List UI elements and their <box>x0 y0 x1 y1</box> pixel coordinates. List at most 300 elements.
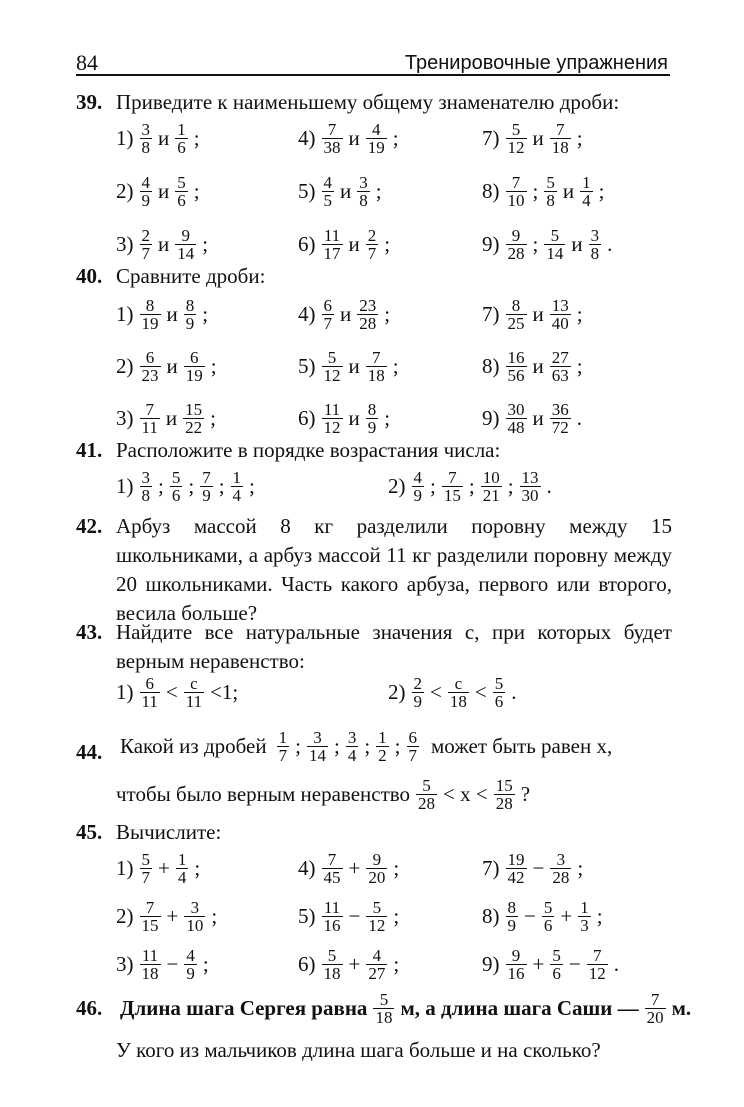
math-text: и <box>166 353 178 378</box>
task-39 <box>76 88 672 117</box>
fraction <box>176 851 189 886</box>
numerator: 4 <box>186 945 195 965</box>
fraction <box>366 349 387 384</box>
numerator: 3 <box>359 172 368 192</box>
numerator: 2 <box>141 225 150 245</box>
math-text: ; <box>576 125 583 150</box>
numerator: 8 <box>511 295 521 315</box>
numerator: 5 <box>177 172 186 192</box>
exercise-item <box>116 171 204 211</box>
denominator: 18 <box>449 691 467 711</box>
denominator: 19 <box>141 313 159 333</box>
denominator: 48 <box>507 417 525 437</box>
task-number: 39. <box>76 90 103 114</box>
fraction <box>322 297 335 332</box>
fraction <box>346 729 359 764</box>
denominator: 15 <box>443 485 461 505</box>
exercise-item <box>116 848 204 888</box>
fraction <box>366 401 379 436</box>
fraction <box>550 121 571 156</box>
numerator: 36 <box>551 399 569 419</box>
item-label: 8) <box>482 903 500 928</box>
denominator: 9 <box>507 915 516 935</box>
item-label: 2) <box>388 679 406 704</box>
math-text: ; <box>202 301 209 326</box>
task-45 <box>76 818 672 847</box>
fraction <box>550 349 571 384</box>
math-text: ; <box>392 125 399 150</box>
task-text: Вычислите: <box>116 820 222 844</box>
item-label: 9) <box>482 231 500 256</box>
fraction <box>140 227 153 262</box>
fraction <box>544 174 557 209</box>
math-text: и <box>571 231 583 256</box>
fraction <box>407 729 420 764</box>
denominator: 8 <box>590 243 600 263</box>
numerator: 5 <box>494 673 504 693</box>
denominator: 10 <box>507 190 525 210</box>
fraction <box>170 469 183 504</box>
task-text: Арбуз массой 8 кг разделили поровну между 15 школьниками, а арбуз массой 11 кг разделили поровну между 20 школьниками. Часть какого арбуза, первого или второго, весила больше? <box>116 514 672 625</box>
fraction <box>366 227 379 262</box>
numerator: 8 <box>145 295 155 315</box>
numerator: 6 <box>323 295 332 315</box>
denominator: 18 <box>141 963 159 983</box>
math-text: Какой из дробей <box>120 733 267 758</box>
numerator: 11 <box>323 399 341 419</box>
denominator: 22 <box>185 417 203 437</box>
item-label: 9) <box>482 405 500 430</box>
math-text: <1; <box>210 679 239 704</box>
exercise-item <box>388 672 520 712</box>
numerator: 5 <box>422 775 431 795</box>
numerator: 8 <box>185 295 195 315</box>
exercise-item <box>116 294 212 334</box>
numerator: 13 <box>521 467 539 487</box>
denominator: 12 <box>368 915 386 935</box>
math-text: может быть равен x, <box>431 733 613 758</box>
denominator: 19 <box>367 137 385 157</box>
item-label: 2) <box>388 473 406 498</box>
math-text: чтобы было верным неравенство <box>116 781 411 806</box>
numerator: 5 <box>372 897 382 917</box>
denominator: 27 <box>368 963 386 983</box>
denominator: 8 <box>141 137 150 157</box>
numerator: 7 <box>202 467 211 487</box>
math-text: . <box>613 951 619 976</box>
numerator: 15 <box>185 399 203 419</box>
exercise-item <box>298 944 403 984</box>
fraction <box>140 174 153 209</box>
numerator: 3 <box>347 727 357 747</box>
math-text: и <box>348 405 360 430</box>
math-text: . <box>607 231 613 256</box>
numerator: 5 <box>171 467 181 487</box>
fraction <box>506 851 527 886</box>
denominator: 45 <box>323 867 341 887</box>
math-text: . <box>546 473 552 498</box>
math-text: и <box>532 125 544 150</box>
numerator: 9 <box>181 225 190 245</box>
math-text: ; <box>202 951 209 976</box>
fraction <box>416 777 437 812</box>
task-number: 45. <box>76 820 103 844</box>
math-text: ; <box>392 353 399 378</box>
task-number: 42. <box>76 514 103 538</box>
fraction <box>493 675 506 710</box>
numerator: 7 <box>327 849 337 869</box>
exercise-item <box>116 896 221 936</box>
item-label: 6) <box>298 405 316 430</box>
denominator: 28 <box>552 867 570 887</box>
task-text: Сравните дроби: <box>116 264 266 288</box>
task-text: У кого из мальчиков длина шага больше и на сколько? <box>116 1038 601 1062</box>
math-text: и <box>532 353 544 378</box>
fraction <box>373 991 394 1026</box>
item-label: 1) <box>116 855 134 880</box>
denominator: 28 <box>359 313 377 333</box>
denominator: 12 <box>323 417 341 437</box>
exercise-item <box>482 398 586 438</box>
item-label: 7) <box>482 125 500 150</box>
exercise-item <box>116 466 259 506</box>
fraction <box>506 401 527 436</box>
denominator: 8 <box>141 485 150 505</box>
math-text: < x < <box>443 781 488 806</box>
math-text: ; <box>394 733 401 758</box>
numerator: 1 <box>177 849 187 869</box>
math-text: ; <box>158 473 164 498</box>
numerator: c <box>454 673 463 693</box>
item-label: 4) <box>298 855 316 880</box>
denominator: 7 <box>278 745 288 765</box>
math-text: ; <box>193 125 200 150</box>
denominator: 9 <box>413 485 422 505</box>
denominator: 7 <box>141 867 150 887</box>
denominator: 25 <box>507 313 525 333</box>
exercise-item <box>482 944 623 984</box>
denominator: 28 <box>418 793 436 813</box>
fraction <box>481 469 502 504</box>
exercise-item <box>388 466 556 506</box>
math-text: < <box>165 679 178 704</box>
fraction <box>140 899 161 934</box>
fraction <box>506 121 527 156</box>
exercise-item <box>482 294 587 334</box>
math-text: и <box>348 231 360 256</box>
denominator: 6 <box>177 190 186 210</box>
math-text: ; <box>532 231 539 256</box>
numerator: 1 <box>232 467 242 487</box>
fraction <box>140 297 161 332</box>
fraction <box>550 947 563 982</box>
math-text: ; <box>393 951 400 976</box>
fraction <box>322 851 343 886</box>
denominator: 3 <box>580 915 589 935</box>
denominator: 11 <box>185 691 203 711</box>
denominator: 7 <box>323 313 332 333</box>
task-42 <box>76 512 672 628</box>
numerator: 13 <box>551 295 569 315</box>
numerator: 19 <box>507 849 525 869</box>
denominator: 21 <box>482 485 500 505</box>
fraction <box>366 947 387 982</box>
fraction <box>580 174 593 209</box>
denominator: 18 <box>367 365 385 385</box>
math-text: и <box>532 405 544 430</box>
numerator: 4 <box>323 172 332 192</box>
fraction <box>277 729 290 764</box>
fraction <box>184 349 205 384</box>
denominator: 9 <box>367 417 377 437</box>
denominator: 9 <box>185 313 195 333</box>
math-text: − <box>532 855 545 880</box>
fraction <box>140 469 153 504</box>
math-text: ; <box>188 473 195 498</box>
fraction <box>448 675 469 710</box>
fraction <box>184 947 197 982</box>
math-text: − <box>166 951 179 976</box>
task-text: Расположите в порядке возрастания числа: <box>116 438 501 462</box>
numerator: 5 <box>327 347 337 367</box>
math-text: ; <box>577 855 584 880</box>
fraction <box>357 174 370 209</box>
exercise-item <box>482 118 587 158</box>
numerator: 8 <box>507 897 516 917</box>
numerator: 5 <box>552 945 561 965</box>
item-label: 5) <box>298 903 316 928</box>
header-rule <box>76 74 670 76</box>
denominator: 40 <box>551 313 569 333</box>
math-text: + <box>532 951 545 976</box>
math-text: ; <box>218 473 225 498</box>
math-text: − <box>568 951 581 976</box>
denominator: 38 <box>323 137 341 157</box>
exercise-item <box>482 896 607 936</box>
math-text: . <box>576 405 582 430</box>
item-label: 4) <box>298 125 316 150</box>
denominator: 14 <box>308 745 326 765</box>
numerator: 11 <box>323 225 341 245</box>
numerator: 6 <box>190 347 199 367</box>
numerator: 1 <box>278 727 288 747</box>
math-text: ; <box>364 733 371 758</box>
math-text: и <box>532 301 544 326</box>
numerator: 30 <box>507 399 525 419</box>
fraction <box>506 227 527 262</box>
fraction <box>506 297 527 332</box>
math-text: и <box>340 301 352 326</box>
denominator: 6 <box>177 137 186 157</box>
fraction <box>412 675 425 710</box>
numerator: 11 <box>141 945 159 965</box>
exercise-item <box>116 944 213 984</box>
numerator: 7 <box>511 172 521 192</box>
denominator: 4 <box>232 485 242 505</box>
numerator: 9 <box>372 849 382 869</box>
denominator: 6 <box>494 691 504 711</box>
math-text: ; <box>576 353 583 378</box>
denominator: 16 <box>507 963 525 983</box>
task-number: 41. <box>76 438 103 462</box>
denominator: 19 <box>185 365 203 385</box>
item-label: 1) <box>116 679 134 704</box>
fraction <box>140 401 160 436</box>
numerator: 1 <box>177 119 186 139</box>
denominator: 16 <box>323 915 341 935</box>
numerator: 7 <box>592 945 602 965</box>
numerator: 6 <box>145 347 155 367</box>
task-44-line-2 <box>116 772 534 816</box>
math-text: − <box>524 903 536 928</box>
fraction <box>506 899 519 934</box>
numerator: 3 <box>141 467 150 487</box>
math-text: ; <box>507 473 514 498</box>
math-text: + <box>348 855 361 880</box>
numerator: 5 <box>379 989 389 1009</box>
denominator: 11 <box>141 691 158 711</box>
numerator: 5 <box>511 119 521 139</box>
math-text: ; <box>598 178 605 203</box>
item-label: 5) <box>298 353 316 378</box>
fraction <box>366 121 387 156</box>
math-text: ? <box>520 781 531 806</box>
math-text: + <box>166 903 179 928</box>
numerator: 3 <box>141 119 150 139</box>
exercise-item <box>298 224 394 264</box>
math-text: и <box>562 178 575 203</box>
math-text: ; <box>596 903 603 928</box>
math-text: ; <box>430 473 436 498</box>
fraction <box>231 469 244 504</box>
item-label: 1) <box>116 301 134 326</box>
item-label: 2) <box>116 178 134 203</box>
item-label: 6) <box>298 231 316 256</box>
math-text: ; <box>210 353 217 378</box>
fraction <box>184 899 205 934</box>
numerator: 1 <box>582 172 591 192</box>
fraction <box>550 401 571 436</box>
math-text: ; <box>210 405 216 430</box>
denominator: 9 <box>413 691 422 711</box>
numerator: 8 <box>367 399 377 419</box>
fraction <box>175 227 196 262</box>
numerator: 11 <box>323 897 341 917</box>
denominator: 12 <box>588 963 606 983</box>
numerator: 15 <box>495 775 513 795</box>
denominator: 2 <box>378 745 387 765</box>
denominator: 18 <box>551 137 569 157</box>
item-label: 3) <box>116 405 134 430</box>
denominator: 5 <box>323 190 332 210</box>
numerator: 5 <box>327 945 337 965</box>
denominator: 6 <box>543 915 553 935</box>
item-label: 4) <box>298 301 316 326</box>
denominator: 7 <box>141 243 150 263</box>
fraction <box>376 729 389 764</box>
fraction <box>506 349 527 384</box>
math-text: ; <box>468 473 475 498</box>
numerator: 23 <box>359 295 377 315</box>
fraction <box>542 899 555 934</box>
denominator: 7 <box>408 745 417 765</box>
item-label: 2) <box>116 903 134 928</box>
math-text: ; <box>202 231 209 256</box>
fraction <box>506 947 527 982</box>
task-number: 40. <box>76 264 103 288</box>
fraction <box>140 675 160 710</box>
exercise-item <box>298 294 394 334</box>
numerator: 4 <box>372 945 382 965</box>
denominator: 9 <box>186 963 195 983</box>
denominator: 9 <box>141 190 150 210</box>
math-text: и <box>166 301 178 326</box>
task-number: 44. <box>76 740 103 764</box>
fraction <box>140 121 153 156</box>
exercise-item <box>116 672 242 712</box>
denominator: 4 <box>177 867 187 887</box>
fraction <box>357 297 378 332</box>
fraction <box>322 227 343 262</box>
denominator: 28 <box>507 243 525 263</box>
fraction <box>322 349 343 384</box>
exercise-item <box>482 346 587 386</box>
fraction <box>366 851 387 886</box>
fraction <box>550 851 571 886</box>
numerator: 3 <box>313 727 322 747</box>
math-text: ; <box>211 903 218 928</box>
math-text: и <box>165 405 178 430</box>
item-label: 8) <box>482 178 500 203</box>
fraction <box>544 227 565 262</box>
math-text: и <box>158 178 170 203</box>
numerator: 7 <box>145 897 155 917</box>
task-number: 43. <box>76 620 103 644</box>
fraction <box>587 947 608 982</box>
fraction <box>506 174 527 209</box>
denominator: 20 <box>646 1007 664 1027</box>
math-text: ; <box>194 855 201 880</box>
fraction <box>322 174 335 209</box>
task-46-question <box>76 1036 672 1065</box>
item-label: 7) <box>482 301 500 326</box>
denominator: 72 <box>551 417 569 437</box>
math-text: < <box>430 679 442 704</box>
math-text: ; <box>375 178 382 203</box>
fraction <box>589 227 602 262</box>
denominator: 20 <box>368 867 386 887</box>
denominator: 14 <box>546 243 564 263</box>
task-44-line-1 <box>116 724 616 768</box>
item-label: 3) <box>116 951 134 976</box>
denominator: 10 <box>186 915 204 935</box>
denominator: 8 <box>359 190 368 210</box>
fraction <box>442 469 463 504</box>
exercise-item <box>482 171 608 211</box>
denominator: 18 <box>323 963 341 983</box>
item-label: 1) <box>116 473 134 498</box>
exercise-item <box>298 896 403 936</box>
numerator: 2 <box>413 673 422 693</box>
denominator: 30 <box>521 485 539 505</box>
denominator: 28 <box>495 793 513 813</box>
numerator: 9 <box>511 225 521 245</box>
exercise-item <box>298 398 394 438</box>
fraction <box>412 469 425 504</box>
exercise-item <box>482 224 616 264</box>
fraction <box>175 121 188 156</box>
numerator: 7 <box>145 399 154 419</box>
